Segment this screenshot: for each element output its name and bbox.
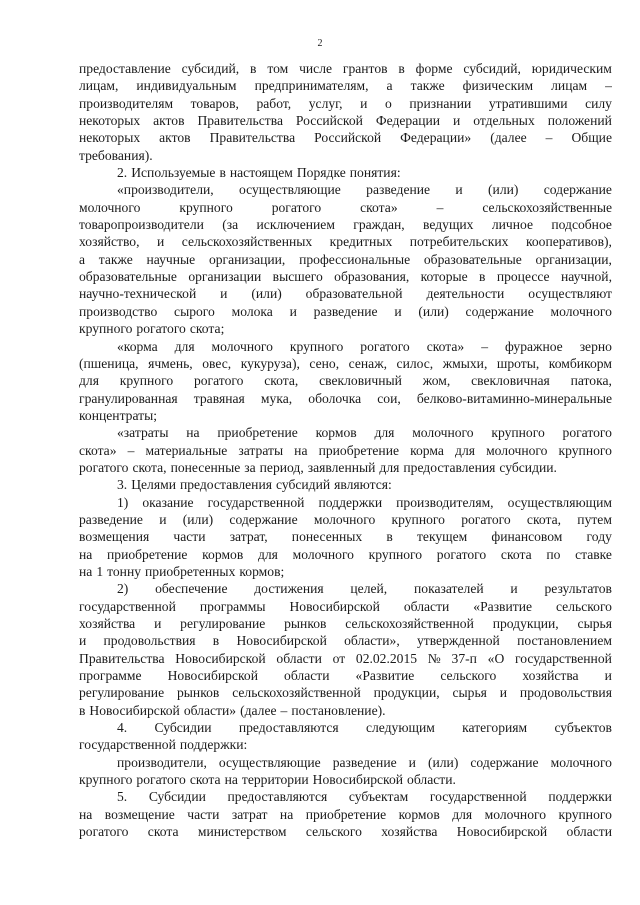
paragraph-item-5 bbox=[79, 788, 612, 840]
paragraph-intro-continuation bbox=[79, 60, 612, 164]
text-line: предоставление субсидий, в том числе грантов в форме субсидий, юридическим bbox=[79, 61, 612, 76]
text-line: некоторых актов Правительства Российской Федерации и отдельных положений bbox=[79, 113, 612, 129]
text-line: (пшеница, ячмень, овес, кукуруза), сено, сенаж, силос, жмыхи, шроты, комбикорм bbox=[79, 355, 612, 371]
text-line: концентраты; bbox=[79, 407, 158, 423]
text-line: возмещения части затрат, понесенных в текущем финансовом году bbox=[79, 529, 612, 545]
text-line: рогатого скота министерством сельского хозяйства Новосибирской области bbox=[79, 824, 612, 840]
paragraph-item-3-1 bbox=[79, 494, 612, 581]
text-line: государственной поддержки: bbox=[79, 737, 248, 753]
paragraph-definition-feed bbox=[79, 338, 612, 425]
text-line: требования). bbox=[79, 147, 153, 163]
text-line: на 1 тонну приобретенных кормов; bbox=[79, 563, 285, 579]
text-line: скота» – материальные затраты на приобретение корма для молочного крупного bbox=[79, 442, 612, 458]
paragraph-item-4 bbox=[79, 719, 612, 754]
text-line: товаропроизводители (за исключением граждан, ведущих личное подсобное bbox=[79, 217, 612, 233]
text-line: программе Новосибирской области «Развитие сельского хозяйства и bbox=[79, 668, 612, 684]
text-line: Правительства Новосибирской области от 02.02.2015 № 37-п «О государственной bbox=[79, 650, 612, 666]
text-line: 1) оказание государственной поддержки производителям, осуществляющим bbox=[117, 494, 612, 510]
text-line: рогатого скота, понесенные за период, заявленный для предоставления субсидии. bbox=[79, 459, 557, 475]
text-line: хозяйства и регулирование рынков сельскохозяйственной продукции, сырья bbox=[79, 616, 612, 631]
text-line: и продовольствия в Новосибирской области», утвержденной постановлением bbox=[79, 633, 612, 649]
text-line: «затраты на приобретение кормов для молочного крупного рогатого bbox=[117, 425, 612, 441]
paragraph-item-3-heading bbox=[79, 476, 612, 493]
text-line: производителям товаров, работ, услуг, и о признании утратившими силу bbox=[79, 95, 612, 111]
text-line: на приобретение кормов для молочного крупного рогатого скота по ставке bbox=[79, 546, 612, 562]
text-line: 5. Субсидии предоставляются субъектам государственной поддержки bbox=[117, 789, 612, 805]
text-line: «корма для молочного крупного рогатого скота» – фуражное зерно bbox=[117, 338, 612, 354]
text-line: образовательные организации высшего образования, которые в процессе научной, bbox=[79, 269, 612, 285]
paragraph-definition-costs bbox=[79, 424, 612, 476]
text-line: производители, осуществляющие разведение и (или) содержание молочного bbox=[117, 754, 612, 770]
paragraph-item-3-2 bbox=[79, 580, 612, 719]
paragraph-item-2-heading bbox=[79, 164, 612, 181]
text-line: на возмещение части затрат на приобретение кормов для молочного крупного bbox=[79, 806, 612, 822]
text-line: некоторых актов Правительства Российской Федерации» (далее – Общие bbox=[79, 130, 612, 146]
text-line: «производители, осуществляющие разведение и (или) содержание bbox=[117, 182, 612, 198]
paragraph-definition-producers bbox=[79, 181, 612, 337]
text-line: научно-технической и (или) образовательной деятельности осуществляют bbox=[79, 286, 612, 302]
text-line: хозяйство, и сельскохозяйственных кредитных потребительских кооперативов), bbox=[79, 234, 612, 250]
text-line: для крупного рогатого скота, свекловичный жом, свекловичная патока, bbox=[79, 373, 612, 389]
text-line: 2) обеспечение достижения целей, показателей и результатов bbox=[117, 581, 612, 597]
text-line: в Новосибирской области» (далее – постановление). bbox=[79, 702, 386, 718]
text-line: разведение и (или) содержание молочного крупного рогатого скота, путем bbox=[79, 511, 612, 527]
text-line: государственной программы Новосибирской области «Развитие сельского bbox=[79, 598, 612, 614]
text-line: лицам, индивидуальным предпринимателям, а также физическим лицам – bbox=[79, 78, 612, 94]
text-line: крупного рогатого скота; bbox=[79, 321, 225, 337]
text-line: регулирование рынков сельскохозяйственной продукции, сырья и продовольствия bbox=[79, 685, 612, 701]
document-body bbox=[79, 60, 612, 840]
page-number: 2 bbox=[317, 38, 323, 49]
text-line: 2. Используемые в настоящем Порядке понятия: bbox=[117, 165, 401, 181]
text-line: гранулированная травяная мука, оболочка сои, белково-витаминно-минеральные bbox=[79, 390, 612, 406]
text-line: молочного крупного рогатого скота» – сельскохозяйственные bbox=[79, 199, 612, 215]
paragraph-item-4-body bbox=[79, 754, 612, 789]
text-line: производство сырого молока и разведение и (или) содержание молочного bbox=[79, 303, 612, 319]
text-line: а также научные организации, профессиональные образовательные организации, bbox=[79, 251, 612, 267]
text-line: крупного рогатого скота на территории Новосибирской области. bbox=[79, 772, 456, 788]
text-line: 3. Целями предоставления субсидий являются: bbox=[117, 477, 392, 493]
text-line: 4. Субсидии предоставляются следующим категориям субъектов bbox=[117, 720, 612, 736]
